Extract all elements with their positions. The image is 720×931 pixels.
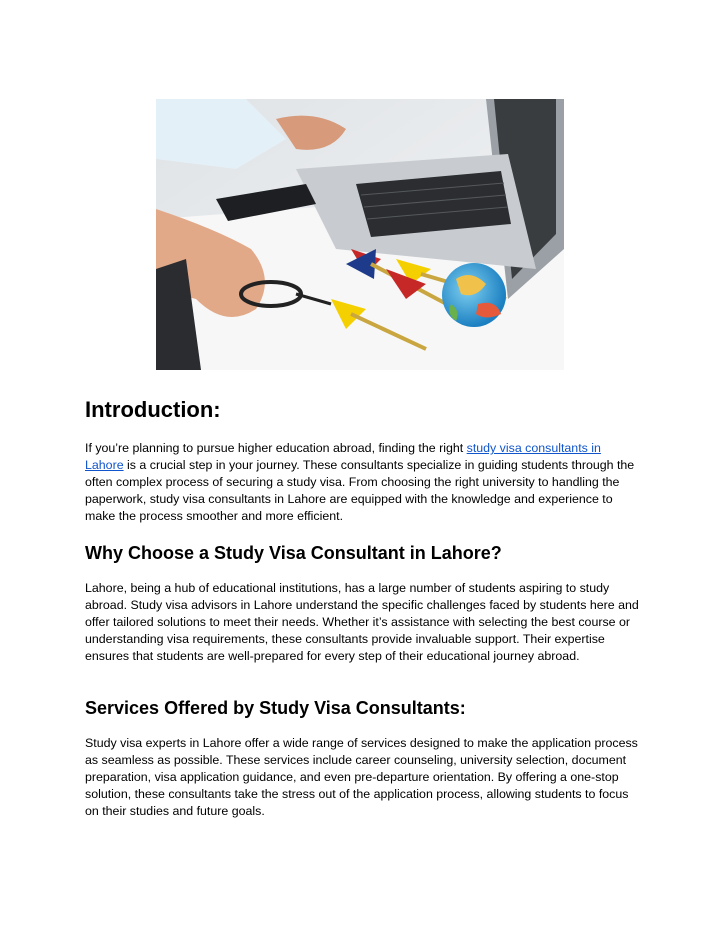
intro-text-before: If you’re planning to pursue higher education abroad, finding the right bbox=[85, 441, 467, 455]
intro-heading: Introduction: bbox=[85, 397, 221, 422]
why-heading: Why Choose a Study Visa Consultant in Lahore? bbox=[85, 543, 502, 563]
intro-paragraph bbox=[85, 440, 641, 525]
services-heading: Services Offered by Study Visa Consultants: bbox=[85, 698, 466, 718]
why-paragraph: Lahore, being a hub of educational institutions, has a large number of students aspiring to study abroad. Study visa advisors in Lahore understand the specific challenges faced by students here and offer tailored solutions to meet their needs. Whether it’s assistance with selecting the best course or understanding visa requirements, these consultants provide invaluable support. Their expertise ensures that students are well-prepared for every step of their educational journey abroad. bbox=[85, 581, 639, 663]
hero-photo bbox=[156, 99, 564, 370]
services-paragraph: Study visa experts in Lahore offer a wide range of services designed to make the application process as seamless as possible. These services include career counseling, university selection, document preparation, visa application guidance, and even pre-departure orientation. By offering a one-stop solution, these consultants take the stress out of the application process, allowing students to focus on their studies and future goals. bbox=[85, 736, 638, 818]
study-visa-consultants-link[interactable]: study visa consultants in Lahore bbox=[85, 441, 601, 472]
photo-study-abroad-icon bbox=[156, 99, 564, 370]
intro-text-after: is a crucial step in your journey. These consultants specialize in guiding students through the often complex process of securing a study visa. From choosing the right university to handling the paperwork, study visa consultants in Lahore are equipped with the knowledge and experience to make the process smoother and more efficient. bbox=[85, 458, 635, 523]
